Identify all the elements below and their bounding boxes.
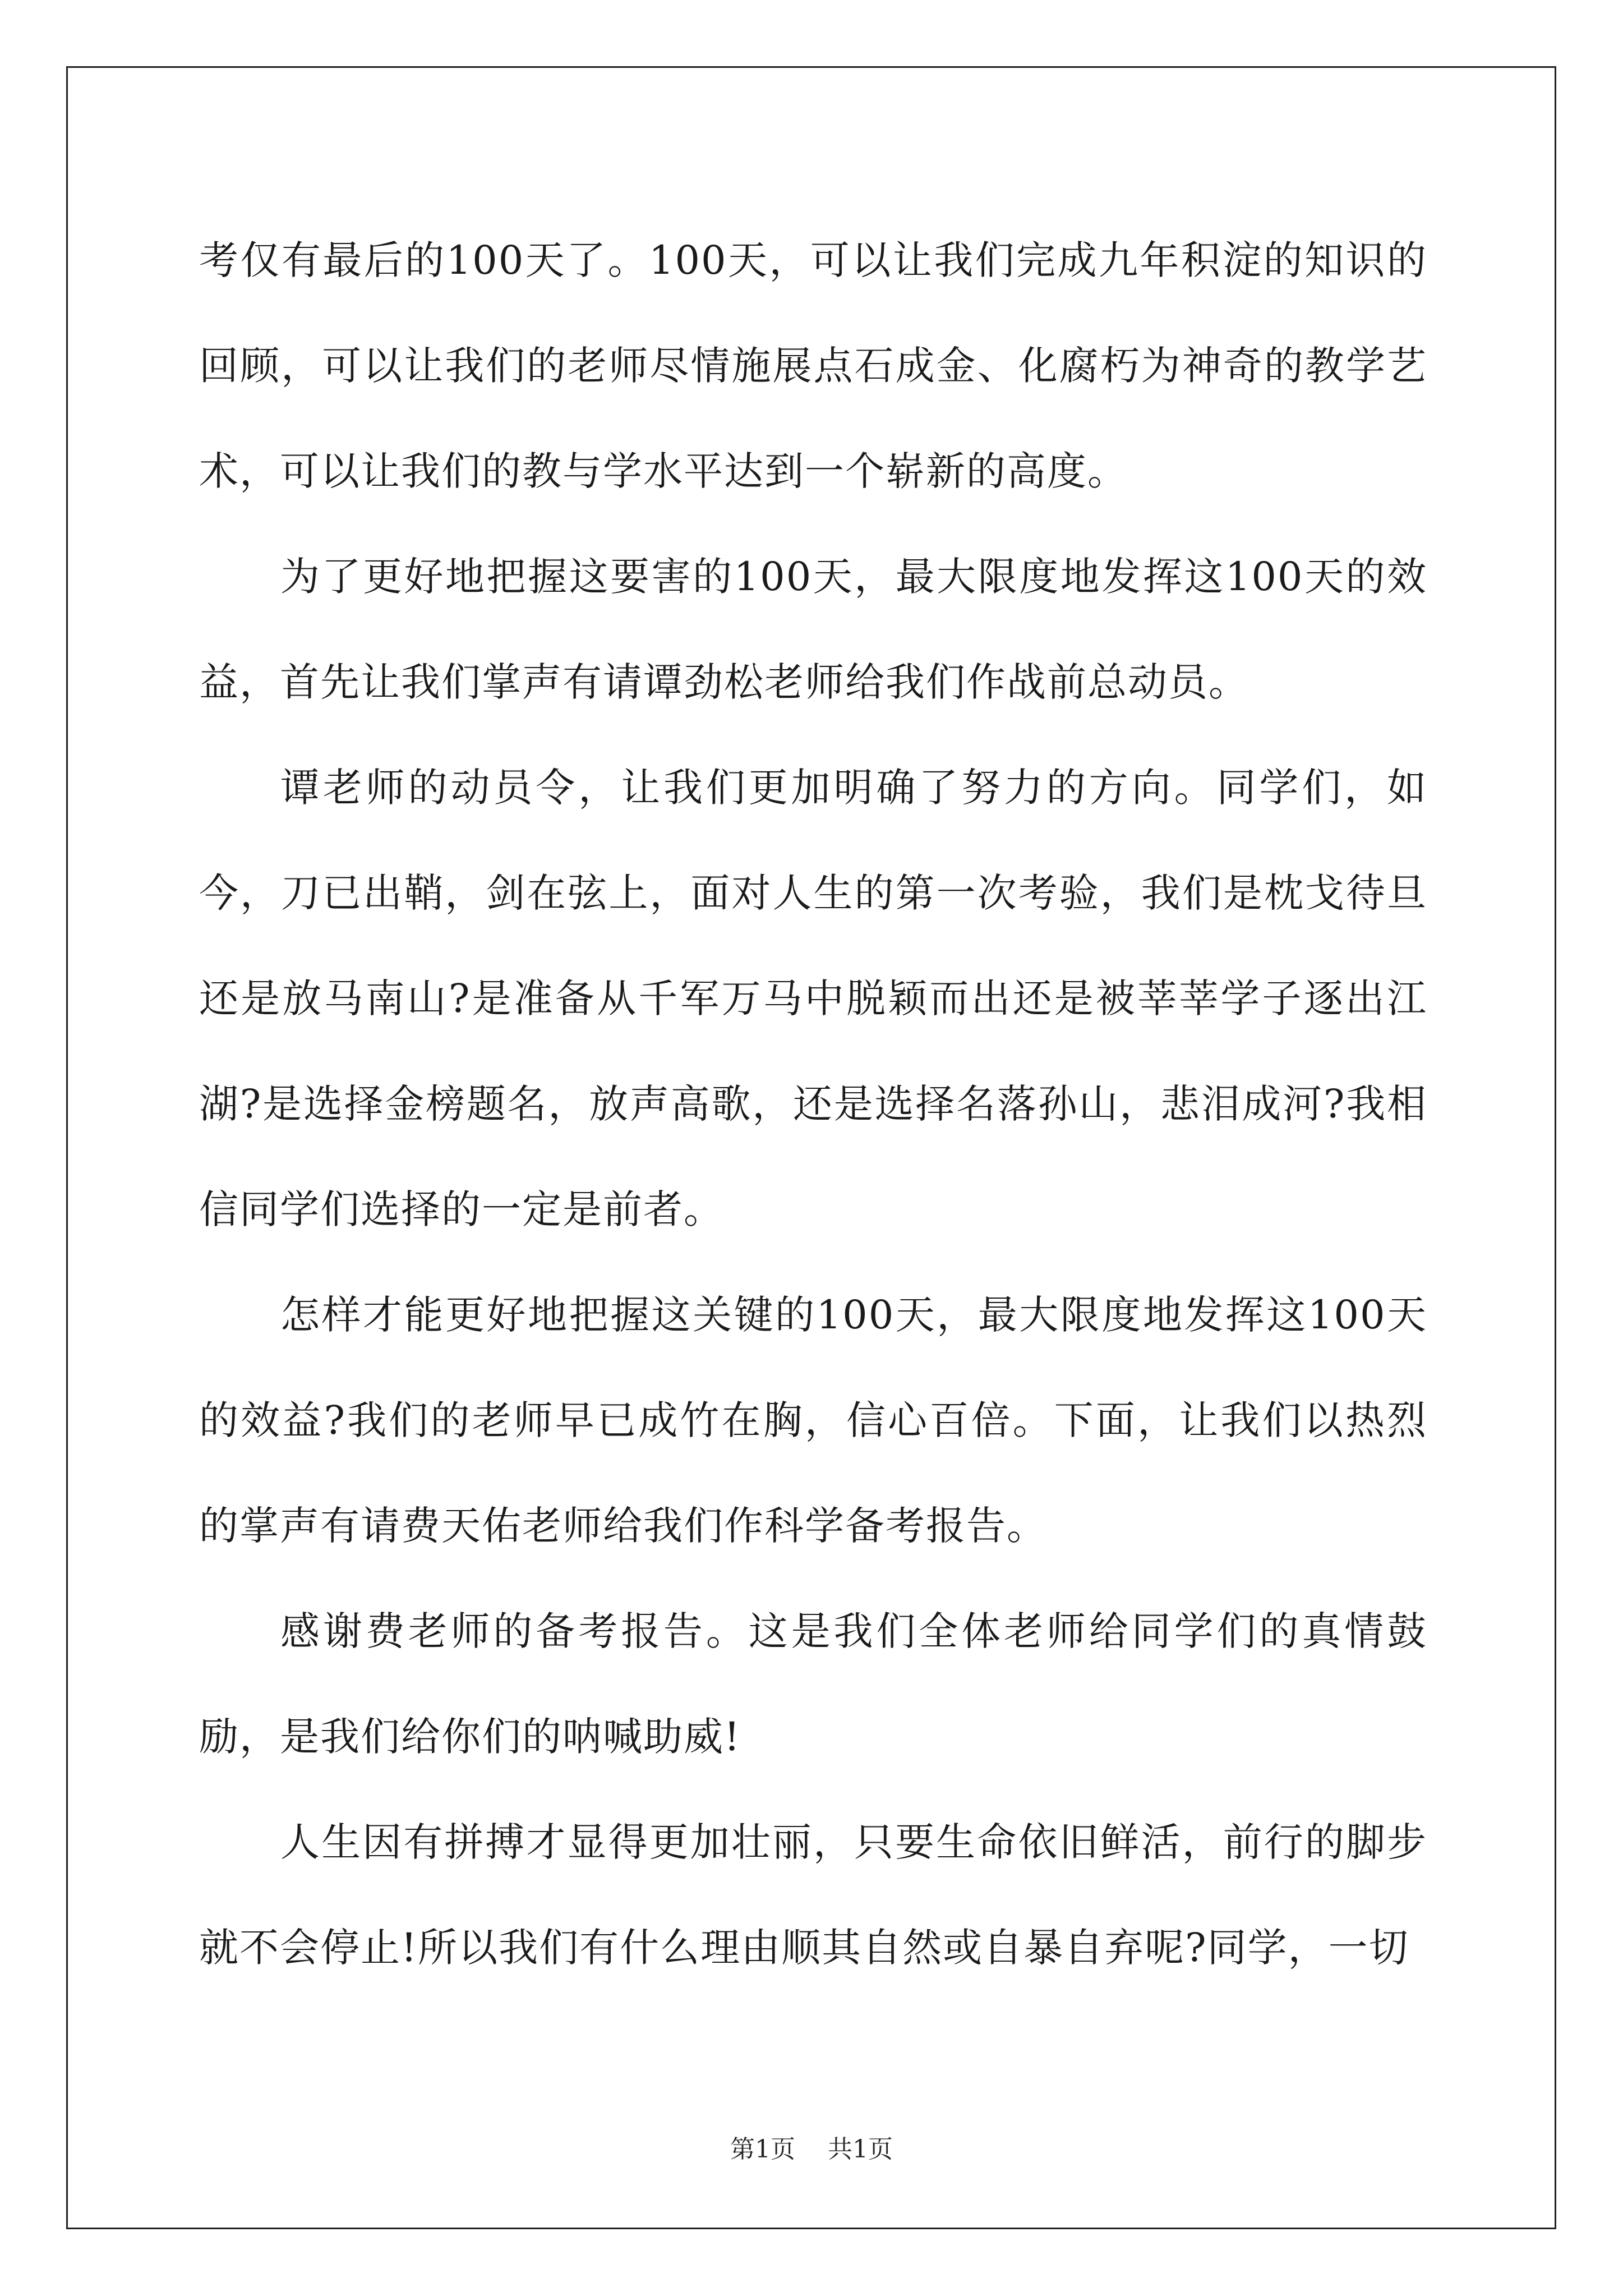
paragraph-3: 谭老师的动员令，让我们更加明确了努力的方向。同学们，如今，刀已出鞘，剑在弦上，面对人生的第一次考验，我们是枕戈待旦还是放马南山?是准备从千军万马中脱颖而出还是被莘莘学子逐出江湖?是选择金榜题名，放声高歌，还是选择名落孙山，悲泪成河?我相信同学们选择的一定是前者。 [199, 765, 1427, 1232]
page-footer [0, 2129, 1623, 2165]
page-total: 共1页 [828, 2135, 893, 2164]
paragraph-6: 人生因有拼搏才显得更加壮丽，只要生命依旧鲜活，前行的脚步就不会停止!所以我们有什么理由顺其自然或自暴自弃呢?同学，一切 [199, 1819, 1427, 1971]
paragraph-1: 考仅有最后的100天了。100天，可以让我们完成九年积淀的知识的回顾，可以让我们的老师尽情施展点石成金、化腐朽为神奇的教学艺术，可以让我们的教与学水平达到一个崭新的高度。 [199, 237, 1427, 494]
document-body [199, 208, 1427, 2000]
paragraph-4: 怎样才能更好地把握这关键的100天，最大限度地发挥这100天的效益?我们的老师早已成竹在胸，信心百倍。下面，让我们以热烈的掌声有请费天佑老师给我们作科学备考报告。 [199, 1292, 1427, 1549]
paragraph-5: 感谢费老师的备考报告。这是我们全体老师给同学们的真情鼓励，是我们给你们的呐喊助威! [199, 1608, 1427, 1760]
paragraph-2: 为了更好地把握这要害的100天，最大限度地发挥这100天的效益，首先让我们掌声有请谭劲松老师给我们作战前总动员。 [199, 554, 1427, 705]
page-number: 第1页 [730, 2135, 795, 2164]
